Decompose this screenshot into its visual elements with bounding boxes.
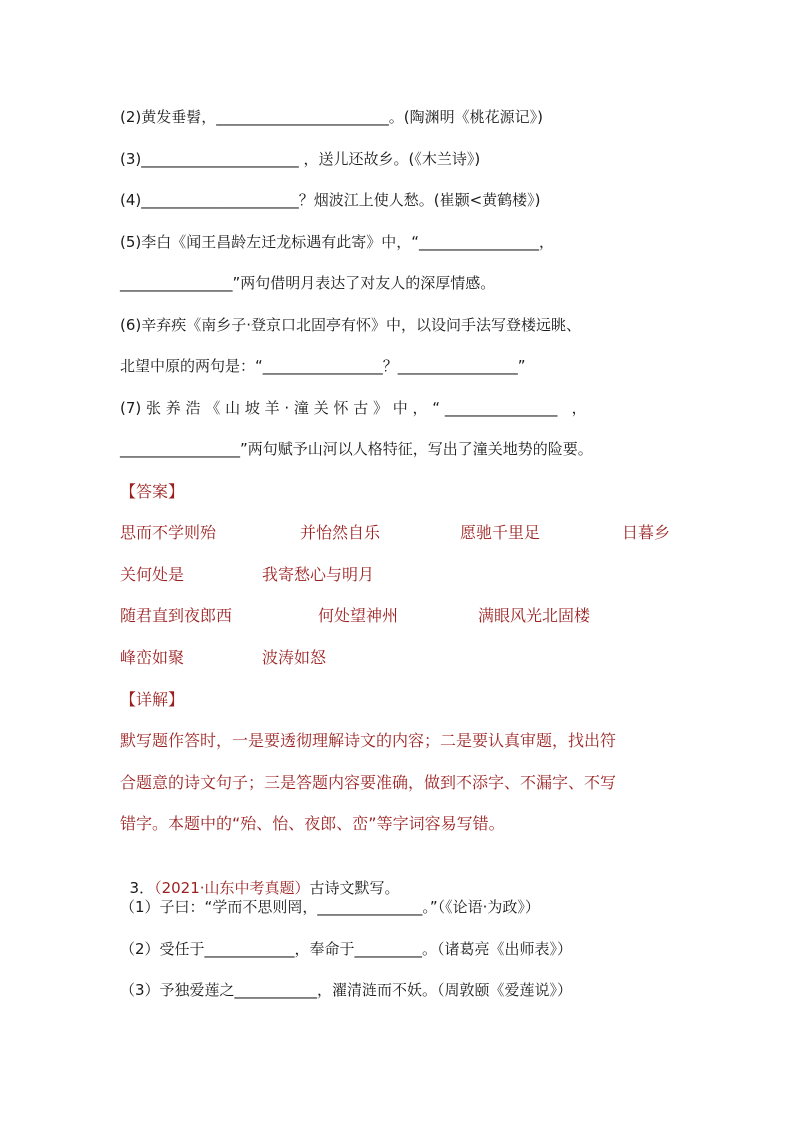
q3-item-1: （1）子曰：“学而不思则罔，______________。”（《论语·为政》）	[120, 898, 540, 916]
q2-item-7a: (7) 张 养 浩 《 山 坡 羊 · 潼 关 怀 古 》 中 ， “ _______________ ，	[120, 399, 587, 417]
q2-item-2: (2)黄发垂髫，_______________________。(陶渊明《桃花源记》)	[120, 108, 543, 126]
q2-item-4: (4)_____________________？烟波江上使人愁。(崔颢<黄鹤楼》)	[120, 191, 541, 209]
q2-item-5b: _______________”两句借明月表达了对友人的深厚情感。	[120, 274, 496, 292]
answer-item: 波涛如怒	[262, 648, 327, 667]
q2-item-3: (3)_____________________ ，送儿还故乡。(《木兰诗》)	[120, 150, 481, 168]
answer-item: 并怡然自乐	[300, 523, 381, 542]
question-prompt: 古诗文默写。	[309, 879, 400, 897]
question-source: （2021·山东中考真题）	[154, 879, 310, 897]
explain-line: 默写题作答时，一是要透彻理解诗文的内容；二是要认真审题，找出符	[120, 731, 617, 750]
q3-item-2: （2）受任于____________，奉命于_________。（诸葛亮《出师表》）	[120, 940, 573, 958]
answer-item: 我寄愁心与明月	[262, 565, 375, 584]
explain-heading: 【详解】	[120, 690, 185, 709]
q2-item-5a: (5)李白《闻王昌龄左迁龙标遇有此寄》中，“________________，	[120, 233, 555, 251]
explain-line: 错字。本题中的“殆、怡、夜郎、峦”等字词容易写错。	[120, 814, 505, 833]
explain-line: 合题意的诗文句子；三是答题内容要准确，做到不添字、不漏字、不写	[120, 773, 617, 792]
answer-heading: 【答案】	[120, 482, 185, 501]
answer-item: 思而不学则殆	[120, 523, 217, 542]
answer-item: 日暮乡	[622, 523, 671, 542]
question-3-header	[120, 855, 400, 899]
q2-item-6a: (6)辛弃疾《南乡子·登京口北固亭有怀》中，以设问手法写登楼远眺、	[120, 316, 582, 334]
q2-item-7b: ________________”两句赋予山河以人格特征，写出了潼关地势的险要。	[120, 440, 593, 458]
q3-item-3: （3）予独爱莲之___________，濯清涟而不妖。（周敦颐《爱莲说》）	[120, 981, 573, 999]
answer-item: 关何处是	[120, 565, 185, 584]
answer-item: 满眼风光北固楼	[478, 606, 591, 625]
q2-item-6b: 北望中原的两句是：“________________？________________”	[120, 357, 526, 375]
question-number: 3．	[129, 879, 155, 897]
answer-item: 随君直到夜郎西	[120, 606, 233, 625]
answer-item: 愿驰千里足	[460, 523, 541, 542]
answer-item: 峰峦如聚	[120, 648, 185, 667]
answer-item: 何处望神州	[318, 606, 399, 625]
